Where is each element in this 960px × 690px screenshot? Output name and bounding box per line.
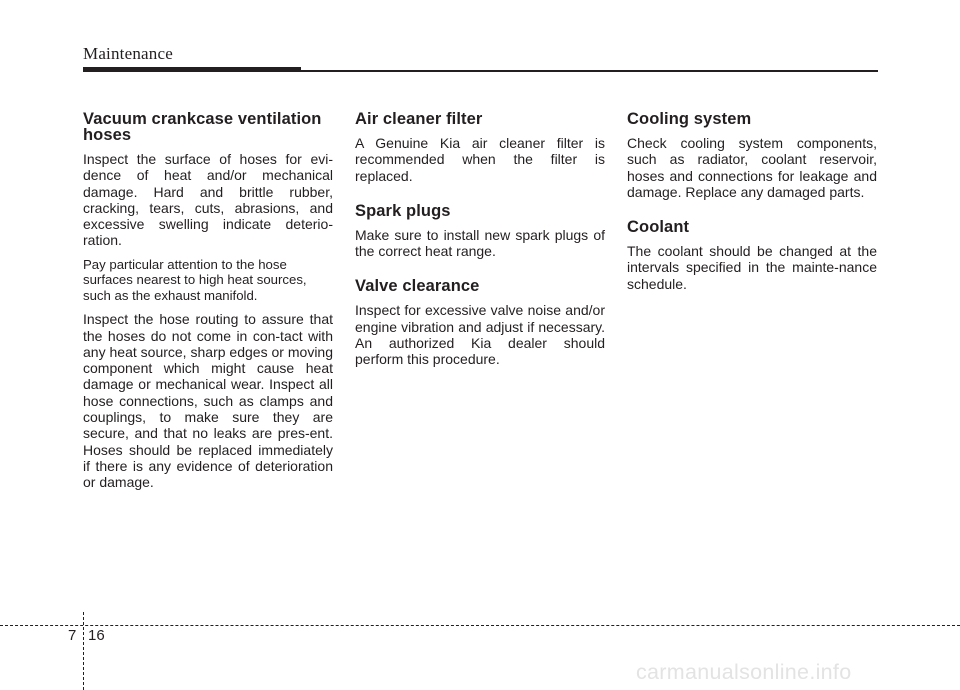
paragraph-spark-plugs: Make sure to install new spark plugs of the correct heat range. [355,226,605,260]
footer-dashed-divider [83,612,84,690]
paragraph-vacuum-2: Pay particular attention to the hose surfaces nearest to high heat sources, such as the exhaust manifold. [83,256,307,303]
column-left [83,111,333,499]
chapter-number: 7 [68,627,77,644]
section-heading-cooling-system: Cooling system [627,110,752,128]
column-middle [355,111,605,376]
paragraph-air-cleaner: A Genuine Kia air cleaner filter is recommended when the filter is replaced. [355,135,605,184]
section-heading-spark-plugs: Spark plugs [355,201,451,220]
watermark-text: carmanualsonline.info [636,660,852,684]
paragraph-vacuum-1: Inspect the surface of hoses for evi-dence of heat and/or mechanical damage. Hard and brittle rubber, cracking, tears, cuts, abrasions, and excessive swelling indicate deterio-ration. [83,151,333,249]
header-rule-thin [301,70,878,72]
paragraph-coolant: The coolant should be changed at the intervals specified in the mainte-nance schedule. [627,243,877,292]
header-rule-thick [83,67,301,72]
page-header-title: Maintenance [83,44,173,63]
section-heading-coolant: Coolant [627,218,690,237]
paragraph-cooling-system: Check cooling system components, such as radiator, coolant reservoir, hoses and connections for leakage and damage. Replace any damaged parts. [627,135,877,200]
section-heading-vacuum-hoses: Vacuum crankcase ventilation hoses [83,110,322,144]
column-right [627,111,877,300]
paragraph-vacuum-3: Inspect the hose routing to assure that the hoses do not come in con-tact with any heat source, sharp edges or moving component which might cause heat damage or mechanical wear. Inspect all hose connections, such as clamps and couplings, to make sure they are secure, and that no leaks are pres-ent. Hoses should be replaced immediately if there is any evidence of deterioration or damage. [83,311,333,491]
section-heading-valve-clearance: Valve clearance [355,277,480,296]
footer-dashed-rule [0,625,960,626]
section-heading-air-cleaner: Air cleaner filter [355,110,483,128]
paragraph-valve-clearance: Inspect for excessive valve noise and/or engine vibration and adjust if necessary. An authorized Kia dealer should perform this procedure. [355,302,605,368]
page-number: 16 [88,627,105,644]
